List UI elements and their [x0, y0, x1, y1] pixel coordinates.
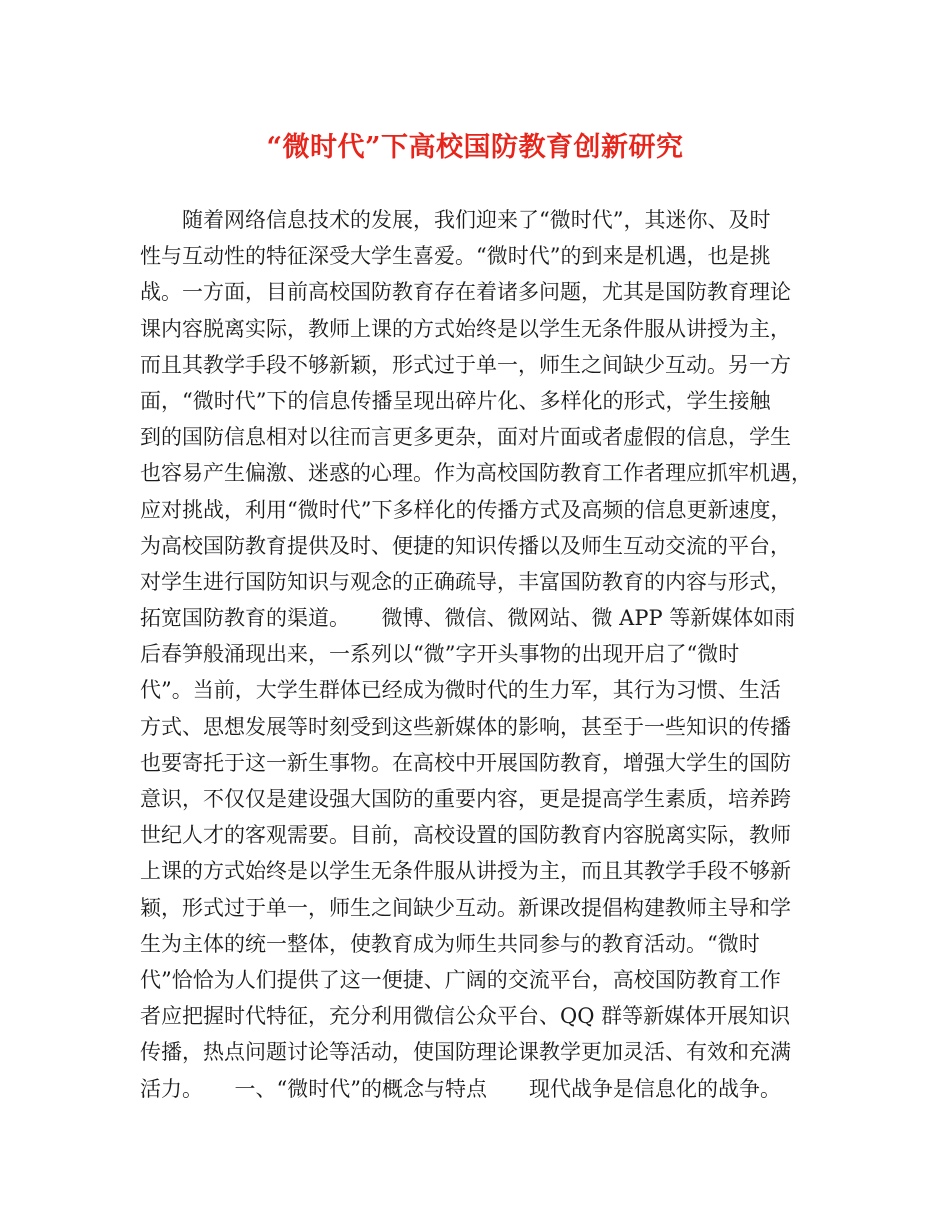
body-line: 上课的方式始终是以学生无条件服从讲授为主，而且其教学手段不够新	[140, 859, 791, 884]
body-line: 方式、思想发展等时刻受到这些新媒体的影响，甚至于一些知识的传播	[140, 714, 791, 739]
body-line: 意识，不仅仅是建设强大国防的重要内容，更是提高学生素质，培养跨	[140, 787, 791, 811]
body-line: 课内容脱离实际，教师上课的方式始终是以学生无条件服从讲授为主，	[140, 316, 791, 341]
body-line: 随着网络信息技术的发展，我们迎来了“微时代”，其迷你、及时	[182, 208, 771, 232]
body-line: 战。一方面，目前高校国防教育存在着诸多问题，尤其是国防教育理论	[140, 280, 791, 305]
body-line: 传播，热点问题讨论等活动，使国防理论课教学更加灵活、有效和充满	[140, 1040, 791, 1065]
body-line: 者应把握时代特征，充分利用微信公众平台、QQ 群等新媒体开展知识	[140, 1004, 791, 1029]
body-line: 到的国防信息相对以往而言更多更杂，面对片面或者虚假的信息，学生	[140, 425, 791, 450]
body-line: 拓宽国防教育的渠道。 微博、微信、微网站、微 APP 等新媒体如雨	[140, 606, 796, 631]
body-line: 面，“微时代”下的信息传播呈现出碎片化、多样化的形式，学生接触	[140, 388, 771, 413]
body-line: 也要寄托于这一新生事物。在高校中开展国防教育，增强大学生的国防	[140, 750, 791, 775]
body-line: 也容易产生偏激、迷惑的心理。作为高校国防教育工作者理应抓牢机遇，	[140, 461, 812, 486]
body-line: 活力。 一、“微时代”的概念与特点 现代战争是信息化的战争。	[140, 1076, 781, 1101]
body-line: 而且其教学手段不够新颖，形式过于单一，师生之间缺少互动。另一方	[140, 352, 791, 377]
body-line: 代”恰恰为人们提供了这一便捷、广阔的交流平台，高校国防教育工作	[140, 967, 781, 992]
body-line: 世纪人才的客观需要。目前，高校设置的国防教育内容脱离实际，教师	[140, 823, 791, 848]
body-line: 性与互动性的特征深受大学生喜爱。“微时代”的到来是机遇，也是挑	[140, 244, 771, 269]
body-line: 颖，形式过于单一，师生之间缺少互动。新课改提倡构建教师主导和学	[140, 895, 791, 920]
document-body	[140, 202, 830, 1107]
body-line: 后春笋般涌现出来，一系列以“微”字开头事物的出现开启了“微时	[140, 642, 740, 667]
document-title: “微时代”下高校国防教育创新研究	[266, 132, 684, 163]
body-line: 生为主体的统一整体，使教育成为师生共同参与的教育活动。“微时	[140, 931, 760, 956]
body-line: 为高校国防教育提供及时、便捷的知识传播以及师生互动交流的平台，	[140, 533, 791, 558]
body-line: 对学生进行国防知识与观念的正确疏导，丰富国防教育的内容与形式，	[140, 569, 791, 594]
body-line: 代”。当前，大学生群体已经成为微时代的生力军，其行为习惯、生活	[140, 678, 781, 703]
body-line: 应对挑战，利用“微时代”下多样化的传播方式及高频的信息更新速度，	[140, 497, 792, 522]
